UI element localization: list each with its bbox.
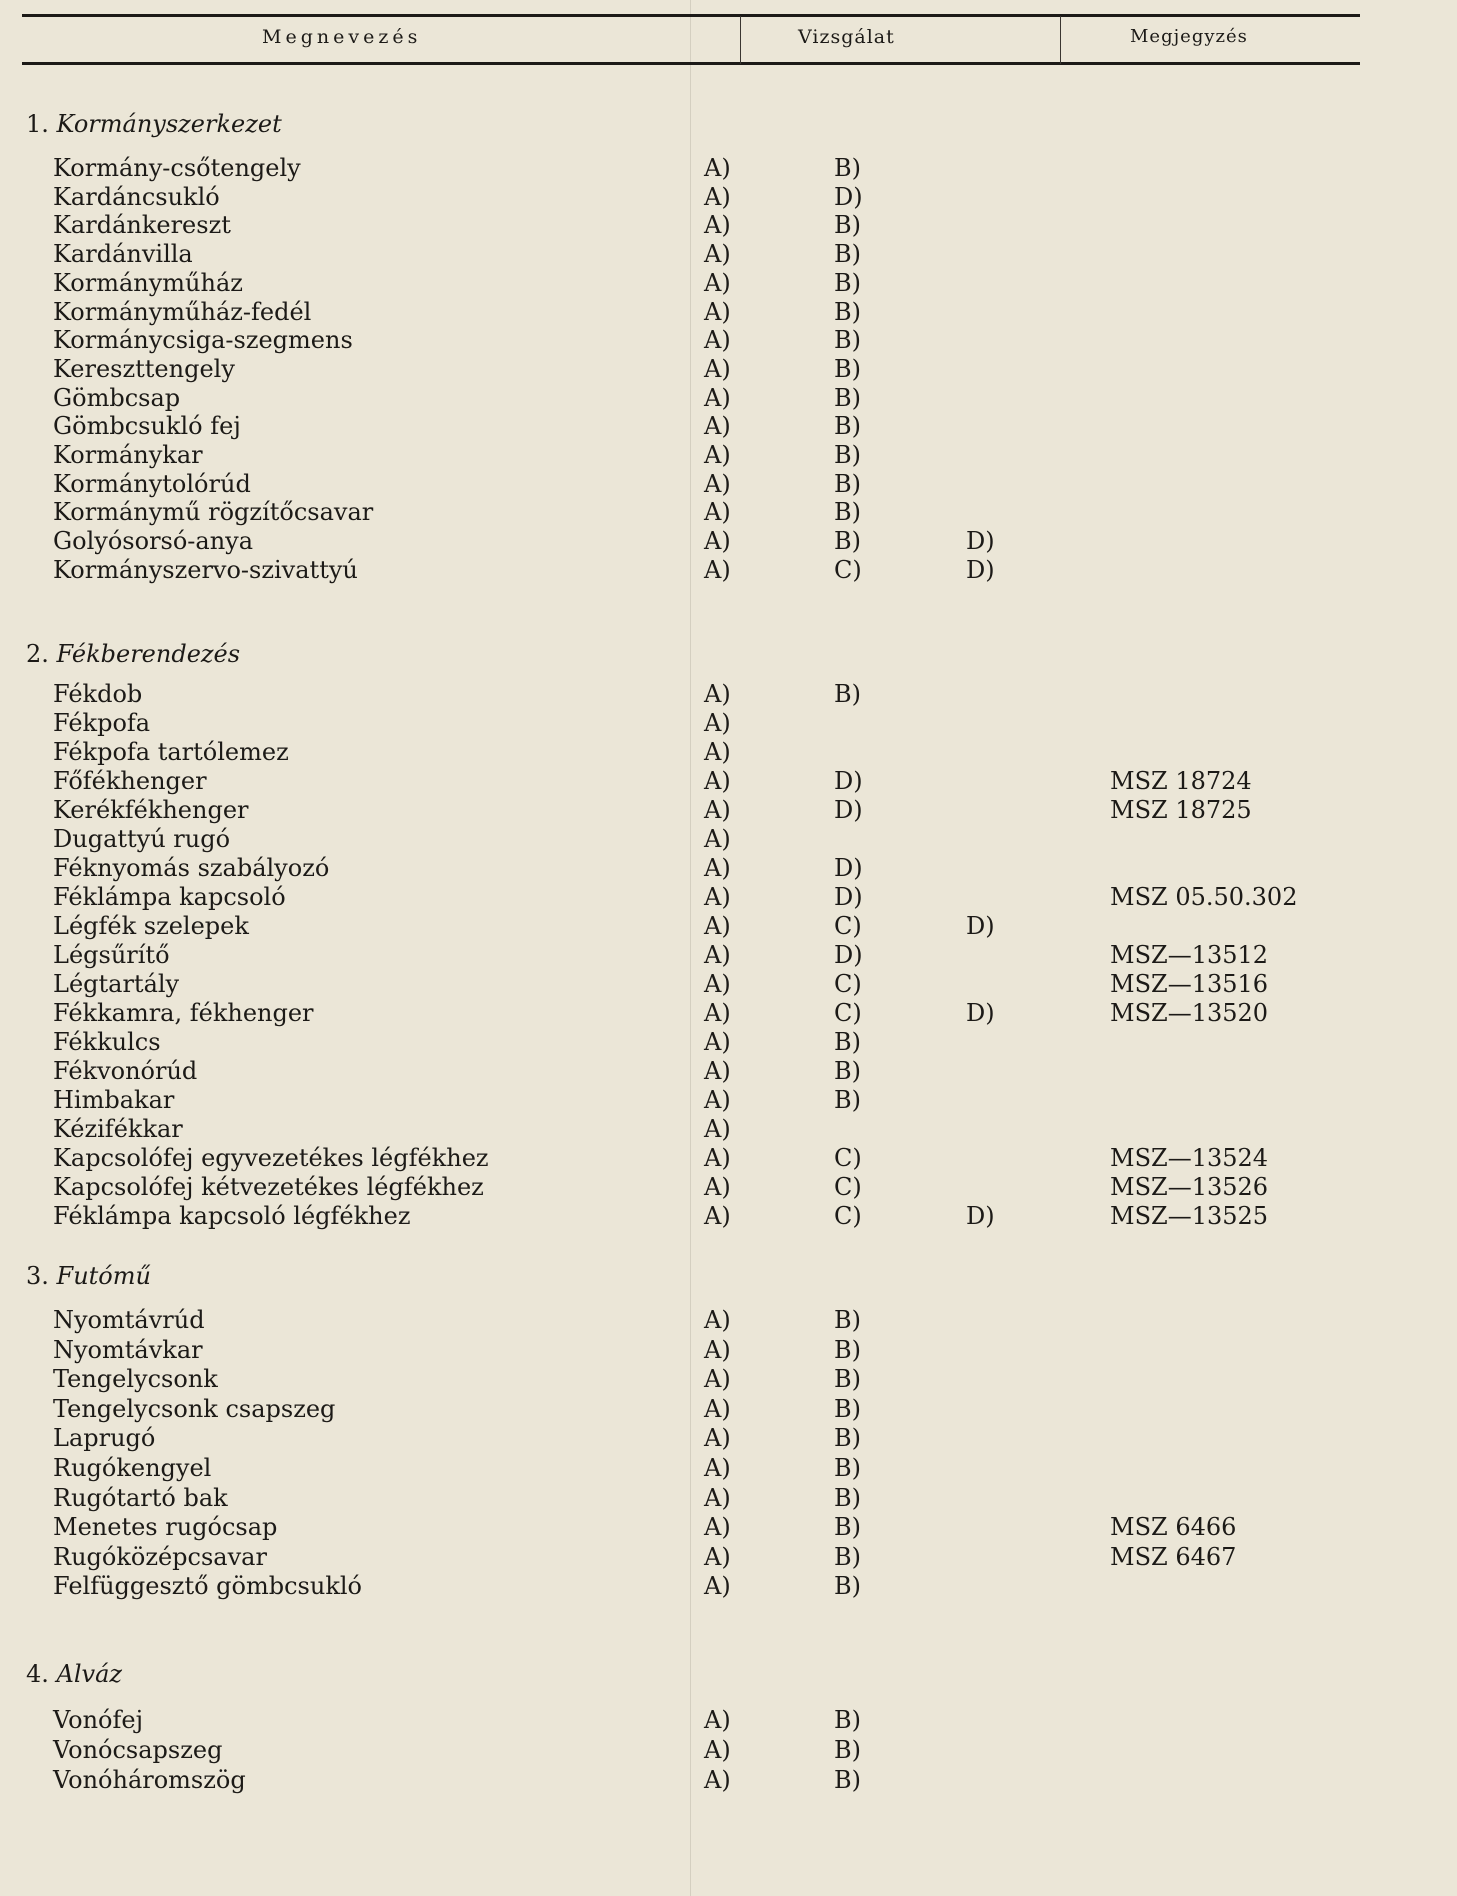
test-c: D) (966, 527, 995, 556)
test-a: A) (704, 1365, 731, 1394)
part-name: Légfék szelepek (53, 912, 249, 940)
table-header-rule (22, 62, 1360, 65)
table-row (0, 269, 1457, 298)
part-name: Fékpofa tartólemez (53, 738, 289, 766)
part-name: Dugattyú rugó (53, 825, 231, 853)
standard-note: MSZ 05.50.302 (1110, 883, 1298, 911)
table-row (0, 1424, 1457, 1453)
part-name: Féklámpa kapcsoló (53, 883, 286, 911)
test-a: A) (704, 1766, 731, 1794)
standard-note: MSZ—13512 (1110, 941, 1269, 969)
section-number: 2. (26, 640, 49, 668)
table-row (0, 1736, 1457, 1765)
table-row (0, 498, 1457, 527)
section-heading (26, 1262, 151, 1290)
test-a: A) (704, 738, 731, 766)
table-row (0, 1706, 1457, 1735)
test-c: D) (966, 999, 995, 1027)
table-row (0, 1365, 1457, 1394)
section-title: Alváz (56, 1660, 123, 1688)
test-a: A) (704, 912, 731, 940)
test-a: A) (704, 1542, 731, 1571)
test-a: A) (704, 1513, 731, 1542)
test-b: B) (834, 354, 861, 383)
part-name: Kormányműház-fedél (53, 297, 312, 326)
test-b: D) (834, 883, 863, 911)
test-b: B) (834, 680, 861, 708)
part-name: Kardánkereszt (53, 211, 231, 240)
standard-note: MSZ 18725 (1110, 796, 1252, 824)
part-name: Gömbcsap (53, 383, 181, 412)
test-b: B) (834, 326, 861, 355)
test-b: B) (834, 1572, 861, 1601)
test-a: A) (704, 1335, 731, 1364)
section-title: Fékberendezés (56, 640, 241, 668)
test-b: B) (834, 268, 861, 297)
table-row (0, 240, 1457, 269)
test-b: B) (834, 441, 861, 469)
test-a: A) (704, 1202, 731, 1230)
part-name: Nyomtávrúd (53, 1306, 205, 1334)
part-name: Tengelycsonk csapszeg (53, 1394, 336, 1423)
standard-note: MSZ 6467 (1110, 1542, 1237, 1571)
table-row (0, 1115, 1457, 1144)
part-name: Kormánytolórúd (53, 469, 251, 498)
table-row (0, 1454, 1457, 1483)
test-a: A) (704, 182, 731, 211)
part-name: Laprugó (53, 1424, 156, 1453)
test-a: A) (704, 883, 731, 911)
test-a: A) (704, 1454, 731, 1482)
section-number: 4. (26, 1660, 49, 1688)
test-b: B) (834, 1394, 861, 1423)
part-name: Felfüggesztő gömbcsukló (53, 1572, 362, 1601)
test-a: A) (704, 1144, 731, 1172)
part-name: Fékdob (53, 680, 143, 708)
test-a: A) (704, 383, 731, 412)
part-name: Fékvonórúd (53, 1057, 198, 1085)
header-column-divider (1060, 16, 1061, 64)
table-row (0, 854, 1457, 883)
part-name: Gömbcsukló fej (53, 412, 241, 441)
table-row (0, 1766, 1457, 1795)
test-a: A) (704, 941, 731, 969)
test-a: A) (704, 1028, 731, 1056)
test-b: D) (834, 941, 863, 969)
table-row (0, 709, 1457, 738)
test-b: C) (834, 912, 862, 940)
part-name: Kardáncsukló (53, 182, 220, 211)
table-row (0, 211, 1457, 240)
test-a: A) (704, 211, 731, 240)
table-row (0, 738, 1457, 767)
test-b: C) (834, 555, 862, 584)
test-a: A) (704, 796, 731, 824)
test-b: B) (834, 1057, 861, 1085)
part-name: Rugótartó bak (53, 1483, 228, 1512)
part-name: Fékkamra, fékhenger (53, 999, 314, 1027)
test-a: A) (704, 1424, 731, 1453)
table-row (0, 999, 1457, 1028)
test-a: A) (704, 854, 731, 882)
table-row (0, 556, 1457, 585)
part-name: Kézifékkar (53, 1115, 183, 1143)
standard-note: MSZ—13520 (1110, 999, 1269, 1027)
test-b: B) (834, 498, 861, 527)
section-heading (26, 1660, 122, 1688)
test-b: B) (834, 469, 861, 498)
header-column-divider (740, 16, 741, 64)
test-b: D) (834, 182, 863, 211)
table-row (0, 412, 1457, 441)
table-row (0, 1144, 1457, 1173)
test-b: D) (834, 854, 863, 882)
part-name: Féklámpa kapcsoló légfékhez (53, 1202, 411, 1230)
part-name: Légtartály (53, 970, 180, 998)
table-row (0, 1086, 1457, 1115)
part-name: Kerékfékhenger (53, 796, 249, 824)
test-b: D) (834, 796, 863, 824)
column-header-name: Megnevezés (262, 26, 422, 48)
test-a: A) (704, 825, 731, 853)
test-b: B) (834, 211, 861, 240)
table-row (0, 1513, 1457, 1542)
test-b: B) (834, 412, 861, 441)
test-b: B) (834, 1736, 861, 1764)
test-a: A) (704, 555, 731, 584)
section-title: Futómű (56, 1262, 151, 1290)
part-name: Fékkulcs (53, 1028, 161, 1056)
test-b: B) (834, 240, 861, 269)
table-row (0, 912, 1457, 941)
test-a: A) (704, 1086, 731, 1114)
table-row (0, 1306, 1457, 1335)
standard-note: MSZ 6466 (1110, 1513, 1237, 1542)
test-b: B) (834, 1766, 861, 1794)
test-c: D) (966, 1202, 995, 1230)
table-row (0, 527, 1457, 556)
part-name: Rugóközépcsavar (53, 1542, 267, 1571)
table-row (0, 1202, 1457, 1231)
table-row (0, 1572, 1457, 1601)
part-name: Vonóháromszög (53, 1766, 246, 1794)
test-c: D) (966, 555, 995, 584)
test-a: A) (704, 498, 731, 527)
table-row (0, 1484, 1457, 1513)
table-row (0, 355, 1457, 384)
table-row (0, 767, 1457, 796)
test-a: A) (704, 1057, 731, 1085)
test-a: A) (704, 1483, 731, 1512)
part-name: Rugókengyel (53, 1454, 212, 1482)
part-name: Himbakar (53, 1086, 175, 1114)
test-b: B) (834, 1424, 861, 1453)
part-name: Kormánymű rögzítőcsavar (53, 498, 374, 527)
standard-note: MSZ—13526 (1110, 1173, 1269, 1201)
table-row (0, 298, 1457, 327)
section-heading (26, 640, 240, 668)
part-name: Kormány-csőtengely (53, 154, 301, 182)
test-a: A) (704, 970, 731, 998)
table-row (0, 883, 1457, 912)
part-name: Golyósorsó-anya (53, 527, 254, 556)
table-row (0, 796, 1457, 825)
test-a: A) (704, 1572, 731, 1601)
table-top-rule (22, 14, 1360, 17)
test-a: A) (704, 354, 731, 383)
table-row (0, 441, 1457, 470)
part-name: Kormánycsiga-szegmens (53, 326, 353, 355)
test-b: C) (834, 1144, 862, 1172)
table-row (0, 680, 1457, 709)
test-b: B) (834, 1086, 861, 1114)
table-row (0, 470, 1457, 499)
test-a: A) (704, 469, 731, 498)
test-b: B) (834, 383, 861, 412)
test-a: A) (704, 297, 731, 326)
part-name: Vonófej (53, 1706, 144, 1734)
test-b: B) (834, 1483, 861, 1512)
table-row (0, 154, 1457, 183)
standard-note: MSZ—13524 (1110, 1144, 1269, 1172)
table-row (0, 825, 1457, 854)
table-row (0, 326, 1457, 355)
test-b: B) (834, 1454, 861, 1482)
test-a: A) (704, 680, 731, 708)
table-row (0, 941, 1457, 970)
test-a: A) (704, 1706, 731, 1734)
test-a: A) (704, 1306, 731, 1334)
test-a: A) (704, 154, 731, 182)
part-name: Fékpofa (53, 709, 151, 737)
table-row (0, 1173, 1457, 1202)
test-a: A) (704, 527, 731, 556)
column-header-test: Vizsgálat (798, 26, 895, 48)
section-heading (26, 110, 282, 138)
test-a: A) (704, 1394, 731, 1423)
test-b: B) (834, 1706, 861, 1734)
part-name: Kormányműház (53, 268, 243, 297)
test-b: B) (834, 1513, 861, 1542)
part-name: Kapcsolófej egyvezetékes légfékhez (53, 1144, 489, 1172)
test-a: A) (704, 999, 731, 1027)
table-row (0, 970, 1457, 999)
test-a: A) (704, 709, 731, 737)
column-header-note: Megjegyzés (1130, 26, 1248, 47)
test-a: A) (704, 240, 731, 269)
part-name: Nyomtávkar (53, 1335, 203, 1364)
part-name: Légsűrítő (53, 941, 170, 969)
test-b: B) (834, 1542, 861, 1571)
test-a: A) (704, 767, 731, 795)
section-number: 3. (26, 1262, 49, 1290)
part-name: Féknyomás szabályozó (53, 854, 330, 882)
part-name: Főfékhenger (53, 767, 207, 795)
test-a: A) (704, 441, 731, 469)
test-b: D) (834, 767, 863, 795)
section-number: 1. (26, 110, 49, 138)
table-row (0, 1028, 1457, 1057)
test-b: B) (834, 1335, 861, 1364)
part-name: Kardánvilla (53, 240, 193, 269)
test-b: B) (834, 154, 861, 182)
test-a: A) (704, 412, 731, 441)
table-row (0, 1057, 1457, 1086)
test-a: A) (704, 326, 731, 355)
table-row (0, 384, 1457, 413)
part-name: Kapcsolófej kétvezetékes légfékhez (53, 1173, 484, 1201)
test-b: C) (834, 1202, 862, 1230)
standard-note: MSZ—13516 (1110, 970, 1269, 998)
test-a: A) (704, 268, 731, 297)
test-a: A) (704, 1173, 731, 1201)
test-b: B) (834, 1028, 861, 1056)
standard-note: MSZ—13525 (1110, 1202, 1269, 1230)
test-b: C) (834, 970, 862, 998)
test-a: A) (704, 1115, 731, 1143)
part-name: Kormánykar (53, 441, 203, 469)
test-b: C) (834, 1173, 862, 1201)
test-b: B) (834, 297, 861, 326)
test-c: D) (966, 912, 995, 940)
part-name: Vonócsapszeg (53, 1736, 223, 1764)
table-row (0, 1395, 1457, 1424)
table-row (0, 1336, 1457, 1365)
standard-note: MSZ 18724 (1110, 767, 1252, 795)
part-name: Menetes rugócsap (53, 1513, 278, 1542)
test-a: A) (704, 1736, 731, 1764)
test-b: B) (834, 1306, 861, 1334)
test-b: B) (834, 527, 861, 556)
test-b: C) (834, 999, 862, 1027)
test-b: B) (834, 1365, 861, 1394)
table-row (0, 183, 1457, 212)
part-name: Tengelycsonk (53, 1365, 218, 1394)
table-row (0, 1543, 1457, 1572)
section-title: Kormányszerkezet (56, 110, 282, 138)
part-name: Kereszttengely (53, 354, 235, 383)
part-name: Kormányszervo-szivattyú (53, 555, 358, 584)
